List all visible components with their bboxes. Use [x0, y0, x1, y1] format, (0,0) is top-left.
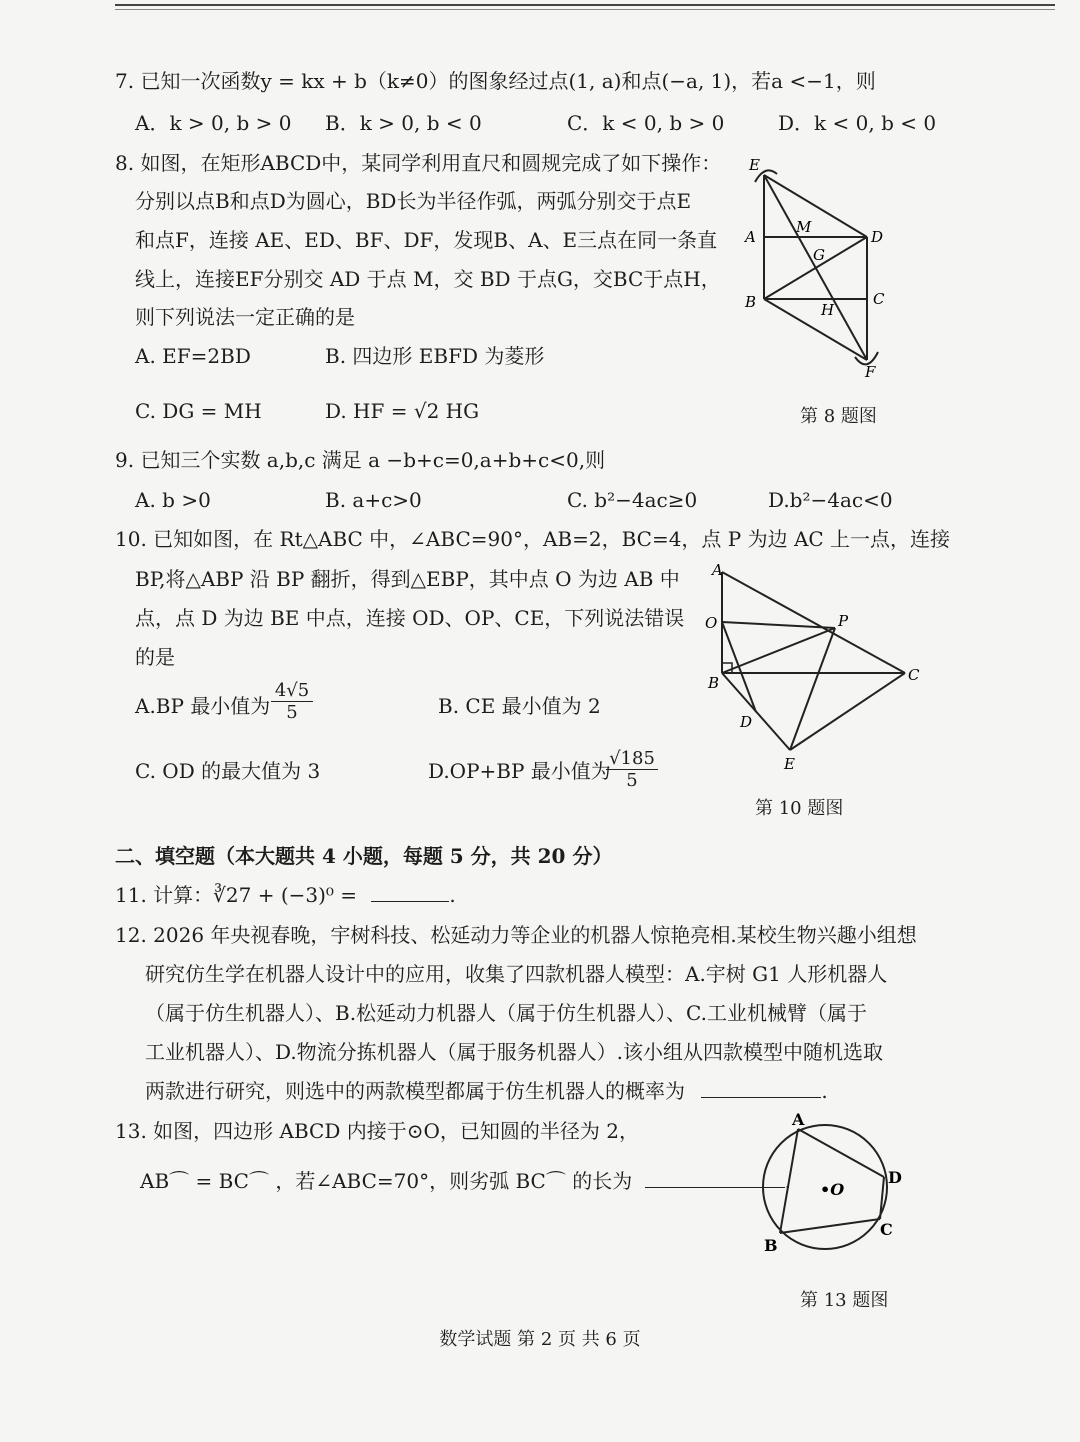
q8-line-EF: [764, 175, 867, 360]
q8-label-A: A: [745, 228, 756, 246]
q12-line-1: 12. 2026 年央视春晚，宇树科技、松延动力等企业的机器人惊艳亮相.某校生物兴趣小组想: [115, 923, 917, 947]
q13-label-A: A: [792, 1110, 805, 1129]
q10-line-OD: [722, 622, 756, 712]
q8-option-d: D. HF = √2 HG: [325, 399, 480, 423]
q9-option-a: A. b >0: [135, 488, 211, 512]
q9-option-c: C. b²−4ac≥0: [567, 488, 698, 512]
q8-line-BF: [764, 299, 867, 360]
q8-caption: 第 8 题图: [800, 406, 877, 427]
q10-option-a-fraction: [271, 680, 313, 723]
q8-line-1: 8. 如图，在矩形ABCD中，某同学利用直尺和圆规完成了如下操作：: [115, 151, 722, 175]
q10-option-d-denominator: 5: [626, 770, 638, 791]
header-rule: [115, 4, 1055, 6]
q10-label-D: D: [740, 713, 753, 731]
q7-option-d: D．k < 0, b < 0: [778, 111, 937, 135]
q13-line-BC: [780, 1219, 880, 1233]
section-2-heading: 二、填空题（本大题共 4 小题，每题 5 分，共 20 分）: [115, 844, 613, 868]
q10-option-d-text: D.OP+BP 最小值为: [428, 759, 611, 783]
q10-line-3: 点，点 D 为边 BE 中点，连接 OD、OP、CE，下列说法错误: [135, 606, 685, 630]
q10-option-b: B. CE 最小值为 2: [438, 694, 601, 718]
q10-line-4: 的是: [135, 645, 175, 669]
q10-option-d-numerator: √185: [606, 748, 658, 770]
q8-line-2: 分别以点B和点D为圆心，BD长为半径作弧，两弧分别交于点E: [135, 189, 692, 213]
q13-center-label: •O: [820, 1180, 845, 1199]
q7-stem: 7. 已知一次函数y = kx + b（k≠0）的图象经过点(1, a)和点(−a, 1)，若a <−1，则: [115, 69, 876, 93]
q8-line-3: 和点F，连接 AE、ED、BF、DF，发现B、A、E三点在同一条直: [135, 228, 718, 252]
q8-option-a: A. EF=2BD: [135, 344, 251, 368]
page-footer: 数学试题 第 2 页 共 6 页: [439, 1329, 641, 1350]
q10-line-PE: [790, 628, 835, 750]
q13-caption: 第 13 题图: [800, 1290, 889, 1311]
q8-label-C: C: [873, 290, 885, 308]
q8-label-H: H: [821, 301, 835, 319]
q10-label-O: O: [705, 614, 718, 632]
q8-label-G: G: [813, 246, 825, 264]
q13-line-AB: [780, 1129, 798, 1233]
q8-line-4: 线上，连接EF分别交 AD 于点 M，交 BD 于点G，交BC于点H，: [135, 267, 721, 291]
q9-option-b: B. a+c>0: [325, 488, 422, 512]
q10-label-E: E: [784, 755, 795, 773]
q8-line-ED: [764, 175, 867, 237]
q12-line-3: （属于仿生机器人）、B.松延动力机器人（属于仿生机器人）、C.工业机械臂（属于: [145, 1001, 868, 1025]
q10-option-a-text: A.BP 最小值为: [135, 694, 271, 718]
q8-option-c: C. DG = MH: [135, 399, 262, 423]
q13-label-D: D: [888, 1168, 902, 1187]
q10-label-B: B: [708, 674, 720, 692]
q12-line-2: 研究仿生学在机器人设计中的应用，收集了四款机器人模型：A.宇树 G1 人形机器人: [145, 962, 888, 986]
q10-option-a-denominator: 5: [286, 702, 298, 723]
q10-line-2: BP,将△ABP 沿 BP 翻折，得到△EBP，其中点 O 为边 AB 中: [135, 567, 680, 591]
q9-stem: 9. 已知三个实数 a,b,c 满足 a −b+c=0,a+b+c<0,则: [115, 448, 606, 472]
q8-option-b: B. 四边形 EBFD 为菱形: [325, 344, 545, 368]
q10-option-c: C. OD 的最大值为 3: [135, 759, 321, 783]
q7-option-a: A．k > 0, b > 0: [135, 111, 292, 135]
q11-end: .: [449, 883, 456, 907]
q13-label-C: C: [880, 1220, 893, 1239]
q8-line-5: 则下列说法一定正确的是: [135, 305, 355, 329]
q12-answer-blank[interactable]: [701, 1079, 821, 1098]
q13-line-2-wrap: [140, 1168, 791, 1194]
q10-label-P: P: [838, 612, 849, 630]
q13-end: .: [784, 1169, 791, 1193]
q10-caption: 第 10 题图: [755, 798, 844, 819]
q10-line-CE: [790, 673, 905, 750]
q11-answer-blank[interactable]: [371, 883, 449, 902]
header-rule-thin: [115, 9, 1055, 10]
q10-line-1: 10. 已知如图，在 Rt△ABC 中，∠ABC=90°，AB=2，BC=4，点 P 为边 AC 上一点，连接: [115, 527, 951, 551]
q11-stem: [115, 882, 456, 908]
q8-label-M: M: [796, 218, 812, 236]
q8-label-B: B: [745, 293, 757, 311]
q8-label-F: F: [865, 363, 876, 381]
q13-line-1: 13. 如图，四边形 ABCD 内接于⊙O，已知圆的半径为 2，: [115, 1119, 639, 1143]
q12-line-5: 两款进行研究，则选中的两款模型都属于仿生机器人的概率为: [145, 1079, 685, 1103]
q10-option-d-fraction: [606, 748, 658, 791]
q7-option-b: B．k > 0, b < 0: [325, 111, 482, 135]
q10-option-a-numerator: 4√5: [271, 680, 313, 702]
q13-line-DA: [798, 1129, 884, 1177]
q8-label-E: E: [749, 156, 760, 174]
q7-option-c: C．k < 0, b > 0: [567, 111, 725, 135]
q9-option-d: D.b²−4ac<0: [768, 488, 893, 512]
q13-line-2: AB⌒ = BC⌒ ，若∠ABC=70°，则劣弧 BC⌒ 的长为: [140, 1169, 633, 1193]
q13-figure: [750, 1105, 920, 1265]
q11-stem-text: 11. 计算：∛27 + (−3)⁰ =: [115, 883, 358, 907]
q8-figure: [735, 152, 905, 382]
q10-figure: [700, 560, 925, 775]
q10-label-C: C: [908, 666, 920, 684]
q12-line-4: 工业机器人）、D.物流分拣机器人（属于服务机器人）.该小组从四款模型中随机选取: [145, 1040, 884, 1064]
q12-line-5-wrap: [145, 1078, 828, 1104]
q13-label-B: B: [764, 1236, 778, 1255]
q8-label-D: D: [871, 228, 884, 246]
q12-end: .: [821, 1079, 828, 1103]
q10-label-A: A: [712, 561, 723, 579]
